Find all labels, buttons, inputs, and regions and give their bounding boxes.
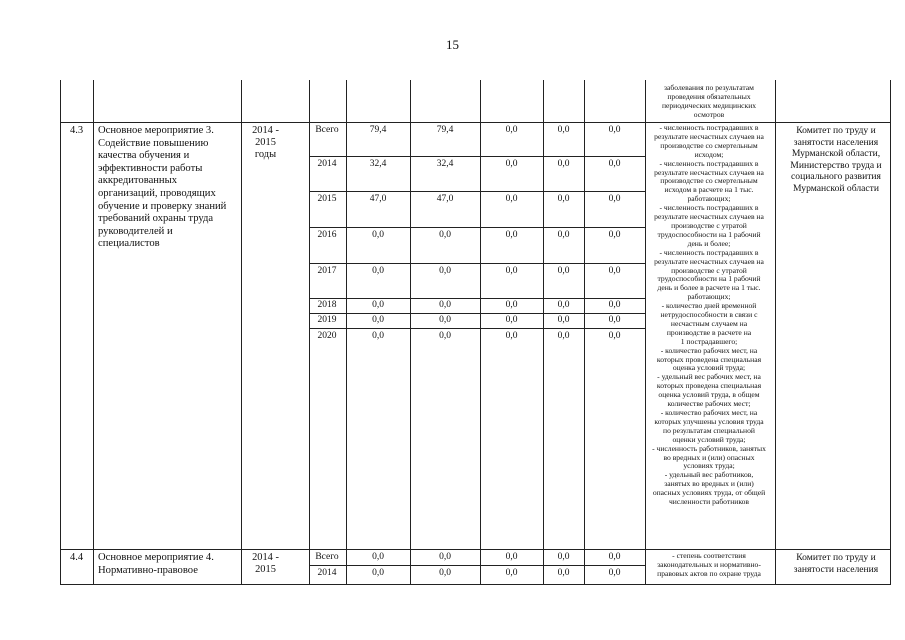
indicators-list: - численность пострадавших в результате несчастных случаев на производстве со смертельным исходом; - численность пострадавших в результате несчастных случаев на производстве со смертельным исходом в расчете на 1 тыс. работающих; - численность пострадавших в результате несчастных случаев на производстве с утратой трудоспособности на 1 рабочий день и более; - численность пострадавших в результате несчастных случаев на производстве с утратой трудоспособности на 1 рабочий день и более в расчете на 1 тыс. работающих; - количество дней временной нетрудоспособности в связи с несчастным случаем на производстве в расчете на 1 пострадавшего; - количество рабочих мест, на которых проведена специальная оценка условий труда; - удельный вес рабочих мест, на которых проведена специальная оценка условий труда, в общем количестве рабочих мест; - количество рабочих мест, на которых улучшены условия труда по результатам специальной оценки условий труда; - численность работников, занятых во вредных и (или) опасных условиях труда; - удельный вес работников, занятых во вредных и (или) опасных условиях труда, от общей численности работников bbox=[652, 123, 766, 507]
page-number: 15 bbox=[446, 37, 459, 52]
indicators-list: - степень соответствия законодательных и нормативно- правовых актов по охране труда bbox=[657, 551, 761, 578]
period: 2014 - 2015 годы bbox=[252, 125, 279, 161]
executor: Комитет по труду и занятости населения Мурманской области, Министерство труда и социального развития Мурманской области bbox=[790, 125, 882, 194]
top-indicator-continuation: заболевания по результатам проведения обязательных периодических медицинских осмотров bbox=[661, 83, 757, 119]
row-id: 4.4 bbox=[70, 552, 84, 563]
activity-name: Основное мероприятие 4. Нормативно-правовое bbox=[98, 552, 214, 576]
executor: Комитет по труду и занятости населения bbox=[793, 552, 879, 575]
activity-name: Основное мероприятие 3. Содействие повышению качества обучения и эффективности работы аккредитованных организаций, проводящих обучение и проверку знаний требований охраны труда руководителей и специалистов bbox=[98, 125, 227, 250]
row-id: 4.3 bbox=[70, 125, 84, 136]
period: 2014 - 2015 bbox=[252, 552, 279, 576]
